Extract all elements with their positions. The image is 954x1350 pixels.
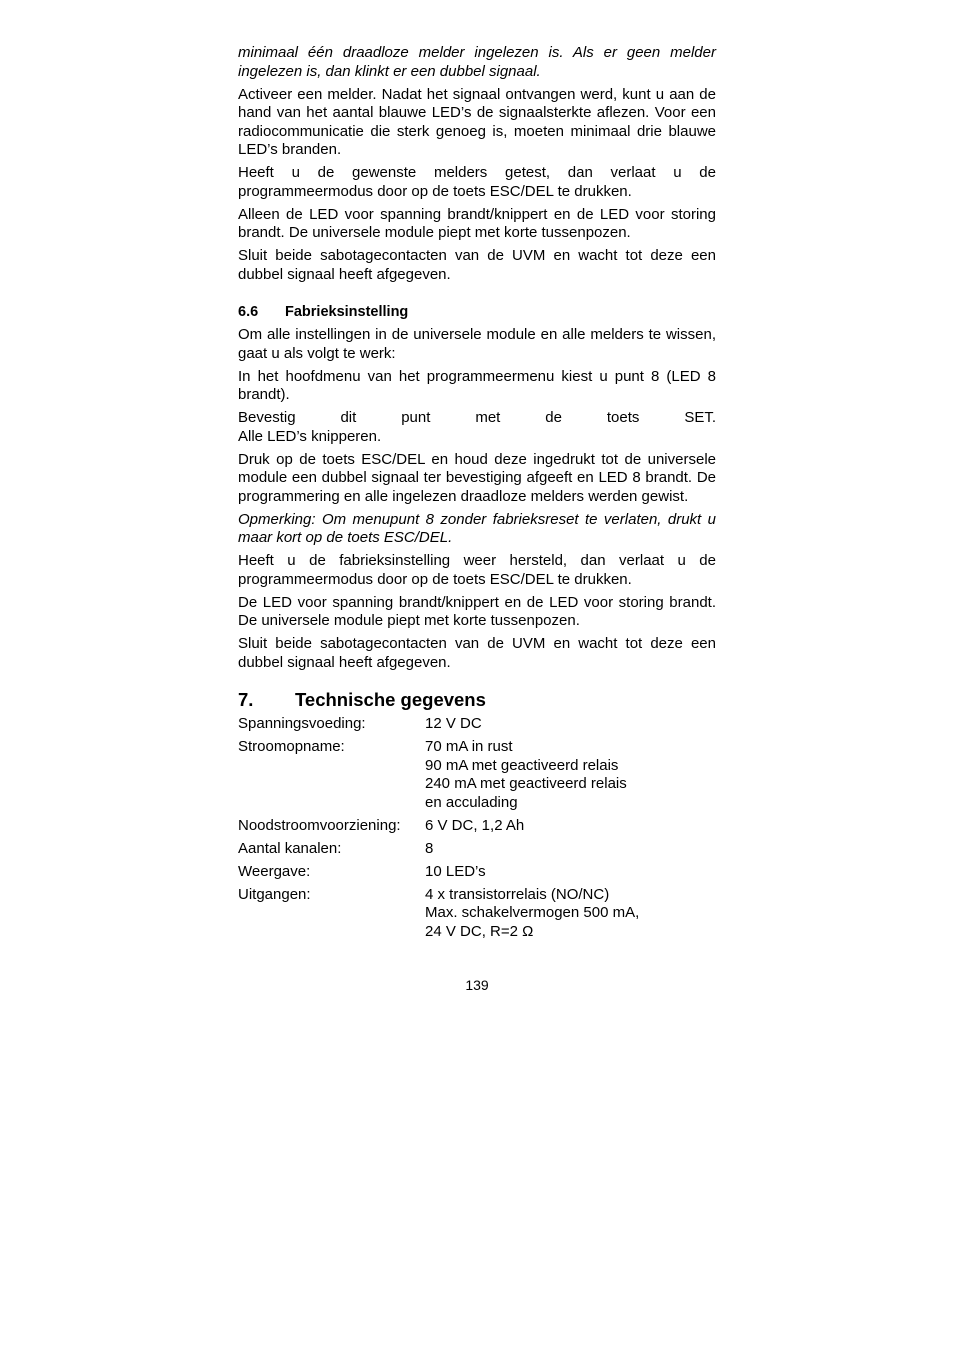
spec-value [425, 840, 716, 859]
note-paragraph: Opmerking: Om menupunt 8 zonder fabrieksreset te verlaten, drukt u maar kort op de toets ESC/DEL. [238, 510, 716, 546]
paragraph: Om alle instellingen in de universele module en alle melders te wissen, gaat u als volgt te werk: [238, 326, 716, 362]
section-6-6-heading [238, 303, 716, 321]
spec-label: Stroomopname: [238, 738, 345, 755]
spec-value [425, 886, 716, 942]
paragraph: Druk op de toets ESC/DEL en houd deze ingedrukt tot de universele module een dubbel signaal ter bevestiging afgeeft en LED 8 brandt. De programmering en alle ingelezen draadloze melders werden gewist. [238, 450, 716, 505]
paragraph: Heeft u de fabrieksinstelling weer hersteld, dan verlaat u de programmeermodus door op de toets ESC/DEL te drukken. [238, 552, 716, 588]
paragraph: De LED voor spanning brandt/knippert en de LED voor storing brandt. De universele module piept met korte tussenpozen. [238, 593, 716, 629]
paragraph: minimaal één draadloze melder ingelezen is. Als er geen melder ingelezen is, dan klinkt er een dubbel signaal. [238, 44, 716, 80]
spec-value-line: 8 [425, 839, 434, 857]
section-title: Fabrieksinstelling [285, 304, 409, 320]
spec-value [425, 738, 716, 812]
spec-value-line: en acculading [425, 793, 518, 811]
paragraph-line: Bevestig dit punt met de toets SET. [238, 409, 716, 426]
section-title: Technische gegevens [295, 689, 486, 710]
spec-table [238, 715, 716, 941]
spec-label: Weergave: [238, 862, 311, 880]
spec-value-line: 4 x transistorrelais (NO/NC) [425, 885, 610, 903]
section-number: 7. [238, 689, 254, 710]
paragraph-line: Alle LED’s knipperen. [238, 427, 382, 445]
paragraph: In het hoofdmenu van het programmeermenu kiest u punt 8 (LED 8 brandt). [238, 367, 716, 403]
paragraph: Sluit beide sabotagecontacten van de UVM en wacht tot deze een dubbel signaal heeft afgegeven. [238, 247, 716, 283]
section-6-6-body [238, 326, 716, 672]
spec-row [238, 817, 716, 836]
section-7-heading [238, 689, 716, 711]
paragraph: Activeer een melder. Nadat het signaal ontvangen werd, kunt u aan de hand van het aantal blauwe LED’s de signaalsterkte aflezen. Voor een radiocommunicatie die sterk genoeg is, moeten minimaal drie blauwe LED’s branden. [238, 85, 716, 158]
spec-value-line: Max. schakelvermogen 500 mA, [425, 904, 640, 921]
spec-value-line: 12 V DC [425, 715, 482, 732]
spec-value-line: 24 V DC, R=2 Ω [425, 922, 534, 940]
page-number: 139 [465, 977, 489, 993]
spec-value [425, 715, 716, 734]
spec-value-line: 70 mA in rust [425, 738, 513, 755]
paragraph: Sluit beide sabotagecontacten van de UVM en wacht tot deze een dubbel signaal heeft afgegeven. [238, 635, 716, 671]
spec-value-line: 10 LED’s [425, 862, 486, 880]
spec-value-line: 90 mA met geactiveerd relais [425, 756, 619, 774]
spec-value-line: 240 mA met geactiveerd relais [425, 775, 627, 792]
spec-row [238, 886, 716, 942]
spec-value-line: 6 V DC, 1,2 Ah [425, 816, 525, 834]
spec-label: Aantal kanalen: [238, 839, 342, 857]
section-number: 6.6 [238, 304, 259, 320]
spec-value [425, 863, 716, 882]
spec-value [425, 817, 716, 836]
spec-label: Uitgangen: [238, 885, 311, 903]
paragraph [238, 428, 716, 447]
paragraph: Heeft u de gewenste melders getest, dan verlaat u de programmeermodus door op de toets ESC/DEL te drukken. [238, 164, 716, 200]
spec-label: Noodstroomvoorziening: [238, 816, 401, 834]
paragraph [238, 409, 716, 428]
spec-row [238, 863, 716, 882]
document-page [238, 44, 716, 946]
spec-row [238, 840, 716, 859]
spec-label: Spanningsvoeding: [238, 715, 366, 732]
spec-row [238, 738, 716, 812]
intro-paragraphs [238, 44, 716, 284]
spec-row [238, 715, 716, 734]
paragraph: Alleen de LED voor spanning brandt/knippert en de LED voor storing brandt. De universele module piept met korte tussenpozen. [238, 205, 716, 241]
